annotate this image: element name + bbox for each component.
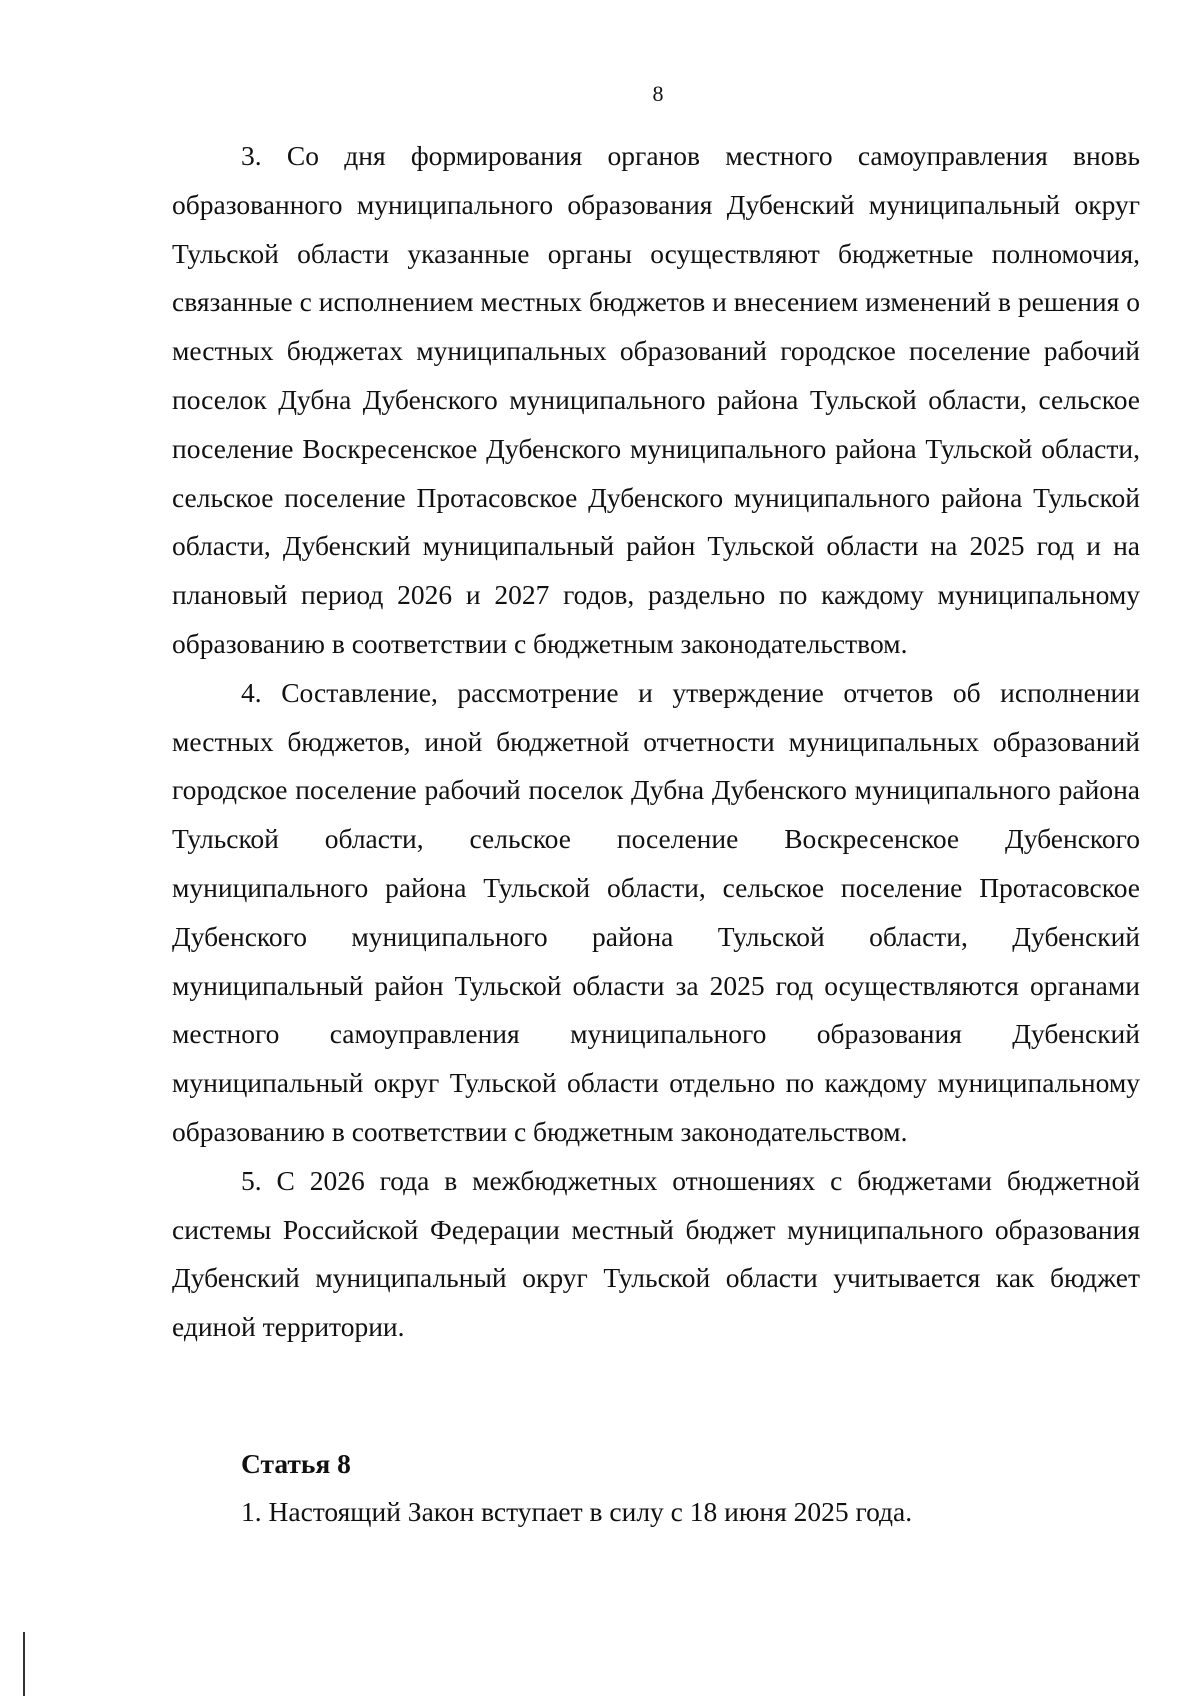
document-body (172, 132, 1140, 1532)
paragraph-3: 3. Со дня формирования органов местного самоуправления вновь образованного муниципального образования Дубенский муниципальный округ Тульской области указанные органы осуществляют бюджетные полномочия, связанные с исполнением местных бюджетов и внесением изменений в решения о местных бюджетах муниципальных образований городское поселение рабочий поселок Дубна Дубенского муниципального района Тульской области, сельское поселение Воскресенское Дубенского муниципального района Тульской области, сельское поселение Протасовское Дубенского муниципального района Тульской области, Дубенский муниципальный район Тульской области на 2025 год и на плановый период 2026 и 2027 годов, раздельно по каждому муниципальному образованию в соответствии с бюджетным законодательством. (172, 140, 1140, 659)
paragraph-4: 4. Составление, рассмотрение и утверждение отчетов об исполнении местных бюджетов, иной бюджетной отчетности муниципальных образований городское поселение рабочий поселок Дубна Дубенского муниципального района Тульской области, сельское поселение Воскресенское Дубенского муниципального района Тульской области, сельское поселение Протасовское Дубенского муниципального района Тульской области, Дубенский муниципальный район Тульской области за 2025 год осуществляются органами местного самоуправления муниципального образования Дубенский муниципальный округ Тульской области отдельно по каждому муниципальному образованию в соответствии с бюджетным законодательством. (172, 676, 1140, 1147)
article-paragraph-1: 1. Настоящий Закон вступает в силу с 18 июня 2025 года. (241, 1495, 913, 1527)
scan-edge-mark (23, 1632, 25, 1696)
paragraph-5: 5. С 2026 года в межбюджетных отношениях с бюджетами бюджетной системы Российской Федерации местный бюджет муниципального образования Дубенский муниципальный округ Тульской области учитывается как бюджет единой территории. (172, 1164, 1140, 1343)
page-number: 8 (652, 81, 664, 106)
article-heading: Статья 8 (241, 1447, 351, 1479)
